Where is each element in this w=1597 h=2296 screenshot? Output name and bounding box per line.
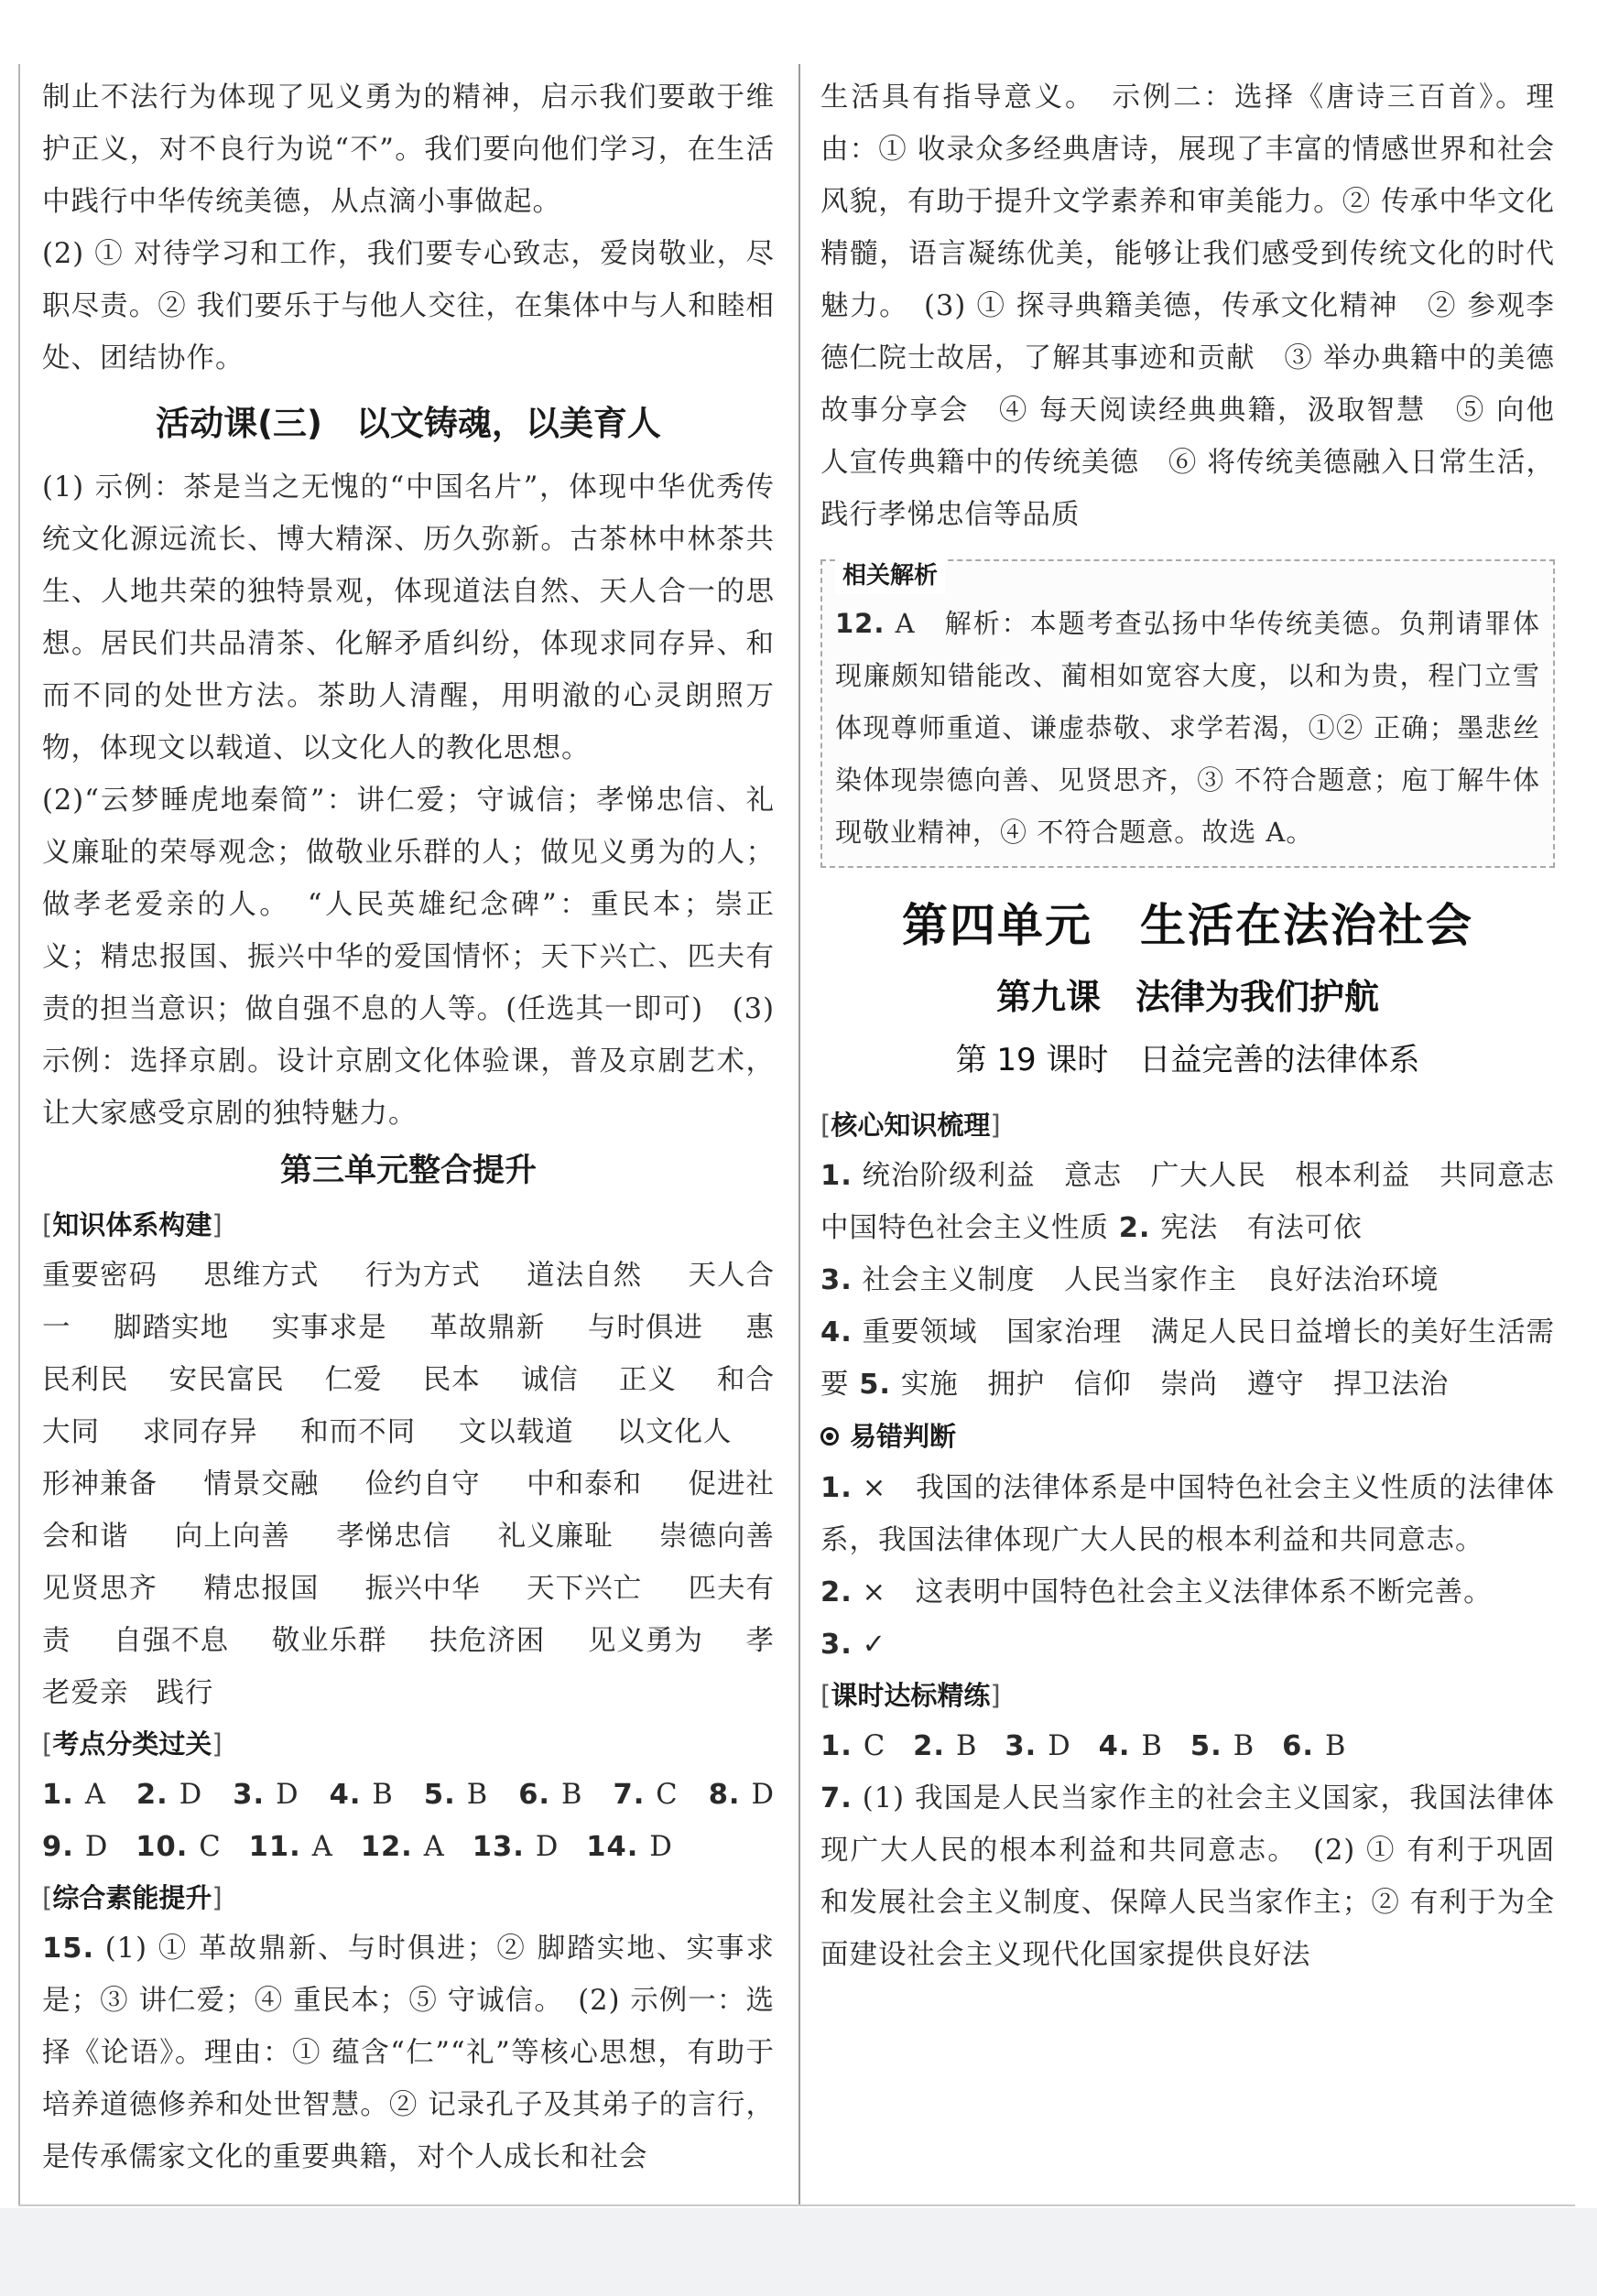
question-15-text: (1) ① 革故鼎新、与时俱进；② 脚踏实地、实事求是；③ 讲仁爱；④ 重民本；⑤ 守诚信。 (2) 示例一：选择《论语》。理由：① 蕴含“仁”“礼”等核心思想，有助于培养道德修养和处世智慧。② 记录孔子及其弟子的言行，是传承儒家文化的重要典籍，对个人成长和社会 — [42, 1933, 775, 2173]
answer-number: 11. — [248, 1831, 301, 1863]
answer-item — [136, 1769, 202, 1821]
knowledge-keyword: 匹夫有 — [688, 1573, 775, 1605]
answer-letter: B — [561, 1779, 583, 1811]
knowledge-keyword: 形神兼备 — [42, 1468, 158, 1500]
judge-item-1 — [820, 1462, 1555, 1566]
answer-letter: A — [311, 1831, 333, 1863]
answer-item — [518, 1769, 582, 1821]
analysis-body: A 解析：本题考查弘扬中华传统美德。负荆请罪体现廉颇知错能改、蔺相如宽容大度，以和为贵，程门立雪体现尊师重道、谦虚恭敬、求学若渴，①② 正确；墨悲丝染体现崇德向善、见贤思齐，③ 不符合题意；庖丁解牛体现敬业精神，④ 不符合题意。故选 A。 — [835, 608, 1541, 848]
answer-letter: B — [1324, 1730, 1347, 1762]
answer-letter: B — [466, 1779, 489, 1811]
answer-number: 6. — [518, 1779, 550, 1811]
knowledge-keyword: 情景交融 — [203, 1468, 320, 1500]
knowledge-keyword: 和合 — [716, 1364, 775, 1396]
intro-paragraph-2: (2) ① 对待学习和工作，我们要专心致志，爱岗敬业，尽职尽责。② 我们要乐于与他人交往，在集体中与人和睦相处、团结协作。 — [42, 238, 775, 374]
knowledge-keyword: 行为方式 — [364, 1260, 481, 1292]
answer-letter: C — [656, 1779, 679, 1811]
answer-number: 3. — [1005, 1730, 1038, 1762]
knowledge-keyword: 诚信 — [520, 1364, 579, 1396]
knowledge-keyword: 敬业乐群 — [271, 1625, 387, 1657]
answer-number: 2. — [136, 1779, 168, 1811]
knowledge-keyword: 崇德向善 — [659, 1521, 775, 1553]
answer-number: 4. — [329, 1779, 362, 1811]
practice-section-label: [课时达标精练] — [820, 1680, 1001, 1711]
answer-item — [42, 1821, 108, 1873]
answer-letter: A — [423, 1831, 445, 1863]
answer-number: 1. — [820, 1730, 853, 1762]
knowledge-keyword: 脚踏实地 — [114, 1312, 230, 1344]
answer-item — [820, 1720, 885, 1772]
answer-letter: B — [372, 1779, 394, 1811]
knowledge-keyword: 见贤思齐 — [42, 1573, 158, 1605]
knowledge-keyword-grid — [42, 1250, 775, 1719]
knowledge-keyword: 与时俱进 — [587, 1312, 703, 1344]
knowledge-keyword: 老爱亲 — [42, 1677, 129, 1709]
answer-letter: D — [84, 1831, 109, 1863]
answer-item — [424, 1769, 488, 1821]
answer-letter: A — [84, 1779, 106, 1811]
knowledge-keyword: 自强不息 — [114, 1625, 230, 1657]
quiz-answers-row-2 — [42, 1821, 775, 1873]
answer-number: 9. — [42, 1831, 74, 1863]
activity-paragraph-1: (1) 示例：茶是当之无愧的“中国名片”，体现中华优秀传统文化源远流长、博大精深、历久弥新。古茶林中林茶共生、人地共荣的独特景观，体现道法自然、天人合一的思想。居民们共品清茶、化解矛盾纠纷，体现求同存异、和而不同的处世方法。茶助人清醒，用明澈的心灵朗照万物，体现文以载道、以文化人的教化思想。 — [42, 471, 775, 764]
core-item-4-number: 4. — [820, 1316, 853, 1348]
answer-letter: D — [649, 1831, 673, 1863]
answer-letter: D — [751, 1779, 775, 1811]
judge-item-2-number: 2. — [820, 1576, 853, 1608]
bottom-band — [0, 2208, 1597, 2296]
question-7-number: 7. — [820, 1782, 853, 1814]
answer-item — [1190, 1720, 1255, 1772]
answer-number: 12. — [360, 1831, 413, 1863]
column-divider — [798, 64, 800, 2206]
answer-letter: D — [535, 1831, 559, 1863]
answer-number: 2. — [913, 1730, 945, 1762]
knowledge-keyword: 践行 — [156, 1677, 214, 1709]
answer-letter: D — [1048, 1730, 1071, 1762]
knowledge-keyword: 文以载道 — [458, 1416, 574, 1448]
answer-letter: C — [199, 1831, 222, 1863]
judge-item-3-number: 3. — [820, 1629, 853, 1661]
knowledge-keyword: 道法自然 — [527, 1260, 643, 1292]
practice-answers-row — [820, 1720, 1555, 1772]
knowledge-keyword: 以文化人 — [616, 1416, 733, 1448]
answer-number: 7. — [613, 1779, 646, 1811]
knowledge-keyword: 求同存异 — [142, 1416, 258, 1448]
knowledge-row — [42, 1250, 775, 1302]
answer-item — [249, 1821, 333, 1873]
answer-number: 5. — [423, 1779, 456, 1811]
knowledge-keyword: 振兴中华 — [364, 1573, 481, 1605]
knowledge-keyword: 会和谐 — [42, 1521, 129, 1553]
knowledge-keyword: 天下兴亡 — [527, 1573, 643, 1605]
knowledge-row — [42, 1511, 775, 1563]
analysis-box — [820, 559, 1555, 868]
answer-number: 5. — [1190, 1730, 1222, 1762]
right-column — [820, 71, 1584, 1981]
question-15-answer — [42, 1922, 775, 2183]
knowledge-keyword: 精忠报国 — [203, 1573, 320, 1605]
unit-review-title: 第三单元整合提升 — [279, 1153, 537, 1189]
answer-item — [709, 1769, 775, 1821]
knowledge-keyword: 民利民 — [42, 1364, 129, 1396]
answer-letter: B — [1141, 1730, 1163, 1762]
bottom-rule — [18, 2204, 1575, 2206]
knowledge-keyword: 民本 — [422, 1364, 481, 1396]
core-item-4-text: 重要领域 国家治理 满足人民日益增长的美好生活需要 — [820, 1316, 1555, 1401]
knowledge-row — [42, 1354, 775, 1406]
knowledge-keyword: 仁爱 — [324, 1364, 383, 1396]
unit-title: 第四单元 生活在法治社会 — [902, 899, 1473, 952]
knowledge-keyword: 礼义廉耻 — [497, 1521, 614, 1553]
answer-number: 6. — [1282, 1730, 1314, 1762]
answer-letter: D — [179, 1779, 203, 1811]
judge-item-1-number: 1. — [820, 1472, 853, 1504]
knowledge-keyword: 思维方式 — [203, 1260, 320, 1292]
bullet-target-icon — [820, 1427, 839, 1446]
knowledge-keyword: 孝悌忠信 — [336, 1521, 452, 1553]
answer-item — [361, 1821, 445, 1873]
knowledge-keyword: 扶危济困 — [429, 1625, 546, 1657]
judge-item-1-text: × 我国的法律体系是中国特色社会主义性质的法律体系，我国法律体现广大人民的根本利益和共同意志。 — [820, 1472, 1555, 1556]
answer-item — [1005, 1720, 1070, 1772]
answer-item — [1282, 1720, 1346, 1772]
knowledge-row — [42, 1667, 775, 1719]
knowledge-keyword: 惠 — [745, 1312, 775, 1344]
intro-paragraph-1: 制止不法行为体现了见义勇为的精神，启示我们要敢于维护正义，对不良行为说“不”。我们要向他们学习，在生活中践行中华传统美德，从点滴小事做起。 — [42, 81, 775, 218]
core-item-5-text: 实施 拥护 信仰 崇尚 遵守 捍卫法治 — [900, 1369, 1450, 1401]
knowledge-keyword: 正义 — [618, 1364, 677, 1396]
activity-paragraph-2: (2)“云梦睡虎地秦简”：讲仁爱；守诚信；孝悌忠信、礼义廉耻的荣辱观念；做敬业乐群的人；做见义勇为的人；做孝老爱亲的人。 “人民英雄纪念碑”：重民本；崇正义；精忠报国、振兴中华的爱国情怀；天下兴亡、匹夫有责的担当意识；做自强不息的人等。(任选其一即可) (3) 示例：选择京剧。设计京剧文化体验课，普及京剧艺术，让大家感受京剧的独特魅力。 — [42, 785, 775, 1130]
knowledge-row — [42, 1302, 775, 1354]
core-item-3-text: 社会主义制度 人民当家作主 良好法治环境 — [862, 1264, 1439, 1296]
knowledge-row — [42, 1563, 775, 1615]
answer-item — [473, 1821, 559, 1873]
knowledge-keyword: 中和泰和 — [527, 1468, 643, 1500]
quiz-answers-row-1 — [42, 1769, 775, 1821]
knowledge-keyword: 大同 — [42, 1416, 100, 1448]
answer-item — [136, 1821, 221, 1873]
judge-item-3 — [820, 1619, 1555, 1671]
knowledge-keyword: 促进社 — [688, 1468, 775, 1500]
core-item-3-number: 3. — [820, 1264, 853, 1296]
knowledge-keyword: 天人合 — [688, 1260, 775, 1292]
left-margin-rule — [18, 64, 20, 2206]
knowledge-keyword: 实事求是 — [271, 1312, 387, 1344]
core-item-1-text: 统治阶级利益 意志 广大人民 根本利益 共同意志 中国特色社会主义性质 — [820, 1160, 1584, 1244]
answer-item — [330, 1769, 394, 1821]
left-column — [42, 71, 775, 2183]
core-item-5-number: 5. — [859, 1369, 892, 1401]
analysis-text — [835, 598, 1540, 859]
judge-item-2-text: × 这表明中国特色社会主义法律体系不断完善。 — [862, 1576, 1493, 1608]
answer-number: 10. — [136, 1831, 189, 1863]
knowledge-row — [42, 1458, 775, 1511]
question-15-number: 15. — [42, 1933, 95, 1965]
answer-letter: B — [1233, 1730, 1255, 1762]
answer-number: 13. — [472, 1831, 525, 1863]
quiz-section-label: [考点分类过关] — [42, 1728, 223, 1760]
knowledge-keyword: 革故鼎新 — [429, 1312, 546, 1344]
knowledge-keyword: 一 — [42, 1312, 71, 1344]
core-item-2-number: 2. — [1118, 1212, 1151, 1244]
core-knowledge-items — [820, 1150, 1584, 1411]
knowledge-row — [42, 1406, 775, 1458]
answer-number: 14. — [586, 1831, 639, 1863]
answer-item — [613, 1769, 678, 1821]
core-item-2-text: 宪法 有法可依 — [1160, 1212, 1363, 1244]
knowledge-section-label: [知识体系构建] — [42, 1209, 223, 1240]
answer-item — [233, 1769, 299, 1821]
core-knowledge-label: [核心知识梳理] — [820, 1110, 1001, 1141]
knowledge-keyword: 和而不同 — [300, 1416, 417, 1448]
period-title: 第 19 课时 日益完善的法律体系 — [955, 1042, 1420, 1078]
lesson-title: 第九课 法律为我们护航 — [995, 977, 1379, 1017]
knowledge-keyword: 俭约自守 — [364, 1468, 481, 1500]
analysis-number: 12. — [835, 608, 885, 639]
answer-item — [586, 1821, 673, 1873]
answer-letter: B — [955, 1730, 978, 1762]
knowledge-keyword: 见义勇为 — [587, 1625, 703, 1657]
knowledge-keyword: 孝 — [745, 1625, 775, 1657]
question-7-answer — [820, 1772, 1555, 1981]
question-7-text: (1) 我国是人民当家作主的社会主义国家，我国法律体现广大人民的根本利益和共同意志。 (2) ① 有利于巩固和发展社会主义制度、保障人民当家作主；② 有利于为全面建设社会主义现代化国家提供良好法 — [820, 1782, 1555, 1971]
answer-item — [1099, 1720, 1163, 1772]
continuation-paragraph: 生活具有指导意义。 示例二：选择《唐诗三百首》。理由：① 收录众多经典唐诗，展现了丰富的情感世界和社会风貌，有助于提升文学素养和审美能力。② 传承中华文化精髓，语言凝练优美，能够让我们感受到传统文化的时代魅力。 (3) ① 探寻典籍美德，传承文化精神 ② 参观李德仁院士故居，了解其事迹和贡献 ③ 举办典籍中的美德故事分享会 ④ 每天阅读经典典籍，汲取智慧 ⑤ 向他人宣传典籍中的传统美德 ⑥ 将传统美德融入日常生活，践行孝悌忠信等品质 — [820, 81, 1555, 531]
analysis-tag: 相关解析 — [835, 558, 945, 594]
answer-number: 4. — [1098, 1730, 1131, 1762]
knowledge-keyword: 重要密码 — [42, 1260, 158, 1292]
knowledge-keyword: 责 — [42, 1625, 71, 1657]
core-item-1-number: 1. — [820, 1160, 853, 1192]
comprehensive-section-label: [综合素能提升] — [42, 1882, 223, 1913]
knowledge-keyword: 向上向善 — [174, 1521, 290, 1553]
knowledge-keyword: 安民富民 — [168, 1364, 285, 1396]
answer-item — [913, 1720, 977, 1772]
answer-number: 1. — [42, 1779, 74, 1811]
knowledge-row — [42, 1615, 775, 1667]
error-judgement-label: 易错判断 — [820, 1411, 1555, 1462]
activity-title: 活动课(三) 以文铸魂，以美育人 — [156, 404, 661, 443]
answer-number: 8. — [708, 1779, 741, 1811]
judge-item-2 — [820, 1566, 1555, 1619]
answer-item — [42, 1769, 106, 1821]
judge-item-3-text: ✓ — [862, 1629, 887, 1661]
answer-number: 3. — [233, 1779, 266, 1811]
answer-letter: D — [276, 1779, 299, 1811]
answer-letter: C — [863, 1730, 886, 1762]
